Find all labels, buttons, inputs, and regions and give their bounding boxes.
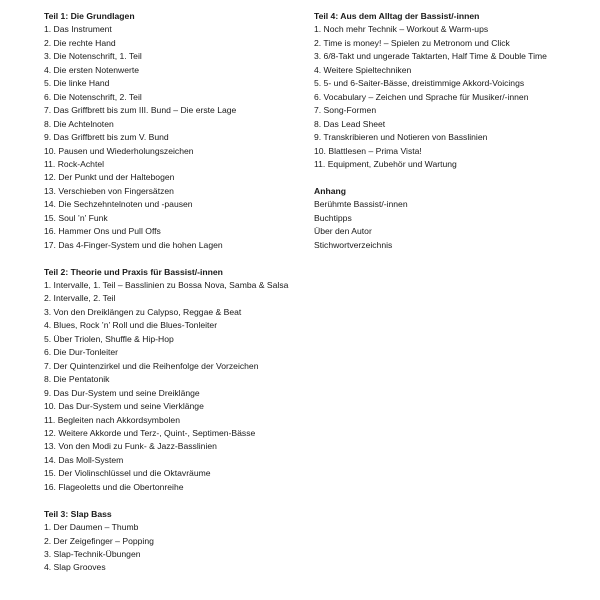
chapter-item: 17. Das 4-Finger-System und die hohen Lagen bbox=[44, 239, 223, 250]
chapter-item: 2. Der Zeigefinger – Popping bbox=[44, 535, 154, 546]
chapter-item: 5. Die linke Hand bbox=[44, 78, 110, 89]
chapter-item: 4. Blues, Rock ’n’ Roll und die Blues-Tonleiter bbox=[44, 320, 218, 331]
chapter-item: 4. Weitere Spieltechniken bbox=[314, 64, 412, 75]
chapter-item: 12. Der Punkt und der Haltebogen bbox=[44, 172, 175, 183]
chapter-list bbox=[314, 23, 576, 171]
chapter-item: 14. Das Moll-System bbox=[44, 454, 124, 465]
left-column bbox=[44, 10, 306, 575]
chapter-item: 6. Vocabulary – Zeichen und Sprache für Musiker/-innen bbox=[314, 91, 529, 102]
chapter-item: 1. Der Daumen – Thumb bbox=[44, 522, 139, 533]
section-teil-4 bbox=[314, 10, 576, 171]
right-column bbox=[314, 10, 576, 252]
section-heading: Teil 2: Theorie und Praxis für Bassist/-innen bbox=[44, 266, 223, 277]
chapter-item: 14. Die Sechzehntelnoten und -pausen bbox=[44, 199, 193, 210]
chapter-item: 8. Die Achtelnoten bbox=[44, 118, 114, 129]
chapter-item: 9. Das Dur-System und seine Dreiklänge bbox=[44, 387, 200, 398]
appendix-item: Buchtipps bbox=[314, 212, 352, 223]
chapter-item: 11. Begleiten nach Akkordsymbolen bbox=[44, 414, 180, 425]
appendix-item: Über den Autor bbox=[314, 226, 372, 237]
chapter-item: 1. Das Instrument bbox=[44, 24, 112, 35]
chapter-item: 8. Die Pentatonik bbox=[44, 374, 110, 385]
section-heading: Teil 4: Aus dem Alltag der Bassist/-innen bbox=[314, 11, 480, 21]
chapter-item: 1. Noch mehr Technik – Workout & Warm-ups bbox=[314, 24, 489, 35]
chapter-item: 10. Pausen und Wiederholungszeichen bbox=[44, 145, 194, 156]
chapter-item: 5. Über Triolen, Shuffle & Hip-Hop bbox=[44, 333, 174, 344]
chapter-item: 5. 5- und 6-Saiter-Bässe, dreistimmige Akkord-Voicings bbox=[314, 78, 525, 89]
appendix-item: Berühmte Bassist/-innen bbox=[314, 199, 408, 210]
chapter-item: 4. Slap Grooves bbox=[44, 562, 106, 573]
section-heading: Teil 3: Slap Bass bbox=[44, 508, 112, 519]
appendix-item: Stichwortverzeichnis bbox=[314, 239, 393, 250]
chapter-item: 3. Von den Dreiklängen zu Calypso, Reggae & Beat bbox=[44, 306, 242, 317]
chapter-item: 10. Blattlesen – Prima Vista! bbox=[314, 145, 422, 156]
chapter-item: 10. Das Dur-System und seine Vierklänge bbox=[44, 401, 204, 412]
section-heading: Anhang bbox=[314, 185, 346, 196]
chapter-item: 8. Das Lead Sheet bbox=[314, 118, 386, 129]
chapter-item: 7. Das Griffbrett bis zum III. Bund – Die erste Lage bbox=[44, 105, 237, 116]
chapter-item: 11. Equipment, Zubehör und Wartung bbox=[314, 158, 457, 169]
chapter-list bbox=[44, 279, 306, 494]
chapter-item: 13. Verschieben von Fingersätzen bbox=[44, 185, 174, 196]
chapter-item: 7. Song-Formen bbox=[314, 105, 377, 116]
section-teil-2 bbox=[44, 266, 306, 495]
chapter-item: 11. Rock-Achtel bbox=[44, 158, 105, 169]
chapter-item: 1. Intervalle, 1. Teil – Basslinien zu Bossa Nova, Samba & Salsa bbox=[44, 280, 289, 290]
chapter-item: 16. Hammer Ons und Pull Offs bbox=[44, 226, 161, 237]
chapter-item: 6. Die Dur-Tonleiter bbox=[44, 347, 119, 358]
chapter-item: 15. Soul ’n’ Funk bbox=[44, 212, 108, 223]
section-anhang bbox=[314, 185, 576, 252]
appendix-list bbox=[314, 198, 576, 252]
chapter-list bbox=[44, 23, 306, 252]
chapter-item: 9. Das Griffbrett bis zum V. Bund bbox=[44, 132, 169, 143]
chapter-item: 12. Weitere Akkorde und Terz-, Quint-, Septimen-Bässe bbox=[44, 427, 256, 438]
chapter-item: 2. Time is money! – Spielen zu Metronom und Click bbox=[314, 37, 510, 48]
section-teil-1 bbox=[44, 10, 306, 252]
chapter-item: 4. Die ersten Notenwerte bbox=[44, 64, 140, 75]
chapter-item: 2. Die rechte Hand bbox=[44, 37, 116, 48]
chapter-item: 3. Die Notenschrift, 1. Teil bbox=[44, 51, 142, 62]
chapter-item: 3. Slap-Technik-Übungen bbox=[44, 549, 141, 559]
section-teil-3 bbox=[44, 508, 306, 575]
chapter-item: 6. Die Notenschrift, 2. Teil bbox=[44, 91, 142, 102]
chapter-item: 13. Von den Modi zu Funk- & Jazz-Basslinien bbox=[44, 441, 217, 452]
chapter-item: 7. Der Quintenzirkel und die Reihenfolge der Vorzeichen bbox=[44, 360, 259, 371]
chapter-item: 2. Intervalle, 2. Teil bbox=[44, 293, 116, 304]
section-heading: Teil 1: Die Grundlagen bbox=[44, 11, 135, 21]
chapter-item: 16. Flageoletts und die Obertonreihe bbox=[44, 481, 184, 492]
chapter-item: 9. Transkribieren und Notieren von Basslinien bbox=[314, 132, 488, 143]
chapter-list bbox=[44, 521, 306, 575]
chapter-item: 3. 6/8-Takt und ungerade Taktarten, Half Time & Double Time bbox=[314, 51, 547, 62]
chapter-item: 15. Der Violinschlüssel und die Oktavräume bbox=[44, 468, 211, 479]
